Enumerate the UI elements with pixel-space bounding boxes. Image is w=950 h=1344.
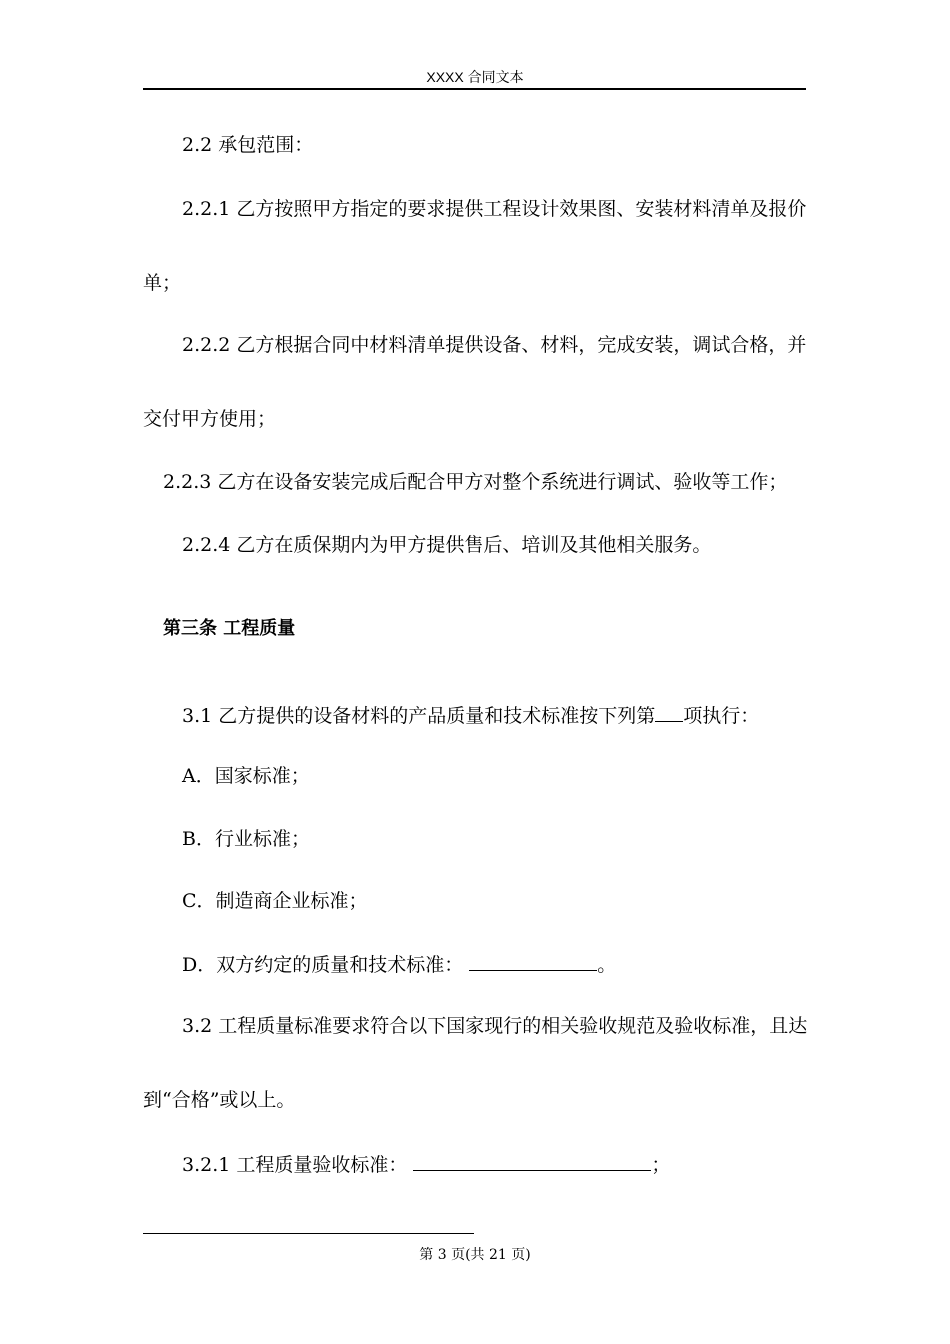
article-3-heading: 第三条 工程质量 xyxy=(163,618,296,639)
option-d-text: D．双方约定的质量和技术标准： xyxy=(182,954,464,976)
option-c: C．制造商企业标准； xyxy=(182,890,368,912)
page-header-title: XXXX 合同文本 xyxy=(426,69,524,85)
clause-2-2-2-line1: 2.2.2 乙方根据合同中材料清单提供设备、材料，完成安装，调试合格，并 xyxy=(182,334,807,356)
footer-divider xyxy=(143,1233,474,1234)
clause-2-2-1-line1: 2.2.1 乙方按照甲方指定的要求提供工程设计效果图、安装材料清单及报价 xyxy=(182,198,807,220)
page-number: 第 3 页(共 21 页) xyxy=(419,1247,531,1263)
clause-3-2-1-suffix: ； xyxy=(651,1154,671,1176)
fill-blank[interactable] xyxy=(413,1150,651,1171)
option-a: A．国家标准； xyxy=(182,765,310,787)
clause-2-2-3: 2.2.3 乙方在设备安装完成后配合甲方对整个系统进行调试、验收等工作； xyxy=(163,471,788,493)
option-d xyxy=(182,950,616,978)
fill-blank[interactable] xyxy=(469,950,597,971)
clause-2-2: 2.2 承包范围： xyxy=(182,134,314,156)
clause-3-2-line2: 到“合格”或以上。 xyxy=(143,1089,296,1111)
clause-3-2-1-text: 3.2.1 工程质量验收标准： xyxy=(182,1154,408,1176)
option-b: B．行业标准； xyxy=(182,828,310,850)
header-divider xyxy=(143,88,806,90)
clause-3-2-line1: 3.2 工程质量标准要求符合以下国家现行的相关验收规范及验收标准，且达 xyxy=(182,1015,808,1037)
clause-2-2-1-line2: 单； xyxy=(143,272,182,294)
fill-blank[interactable] xyxy=(655,701,683,722)
clause-3-1 xyxy=(182,701,759,729)
option-d-suffix: 。 xyxy=(597,954,617,976)
clause-3-1-text: 3.1 乙方提供的设备材料的产品质量和技术标准按下列第 xyxy=(182,705,656,727)
clause-3-2-1 xyxy=(182,1150,670,1178)
clause-3-1-suffix: 项执行： xyxy=(683,705,760,727)
clause-2-2-4: 2.2.4 乙方在质保期内为甲方提供售后、培训及其他相关服务。 xyxy=(182,534,712,556)
clause-2-2-2-line2: 交付甲方使用； xyxy=(143,408,277,430)
